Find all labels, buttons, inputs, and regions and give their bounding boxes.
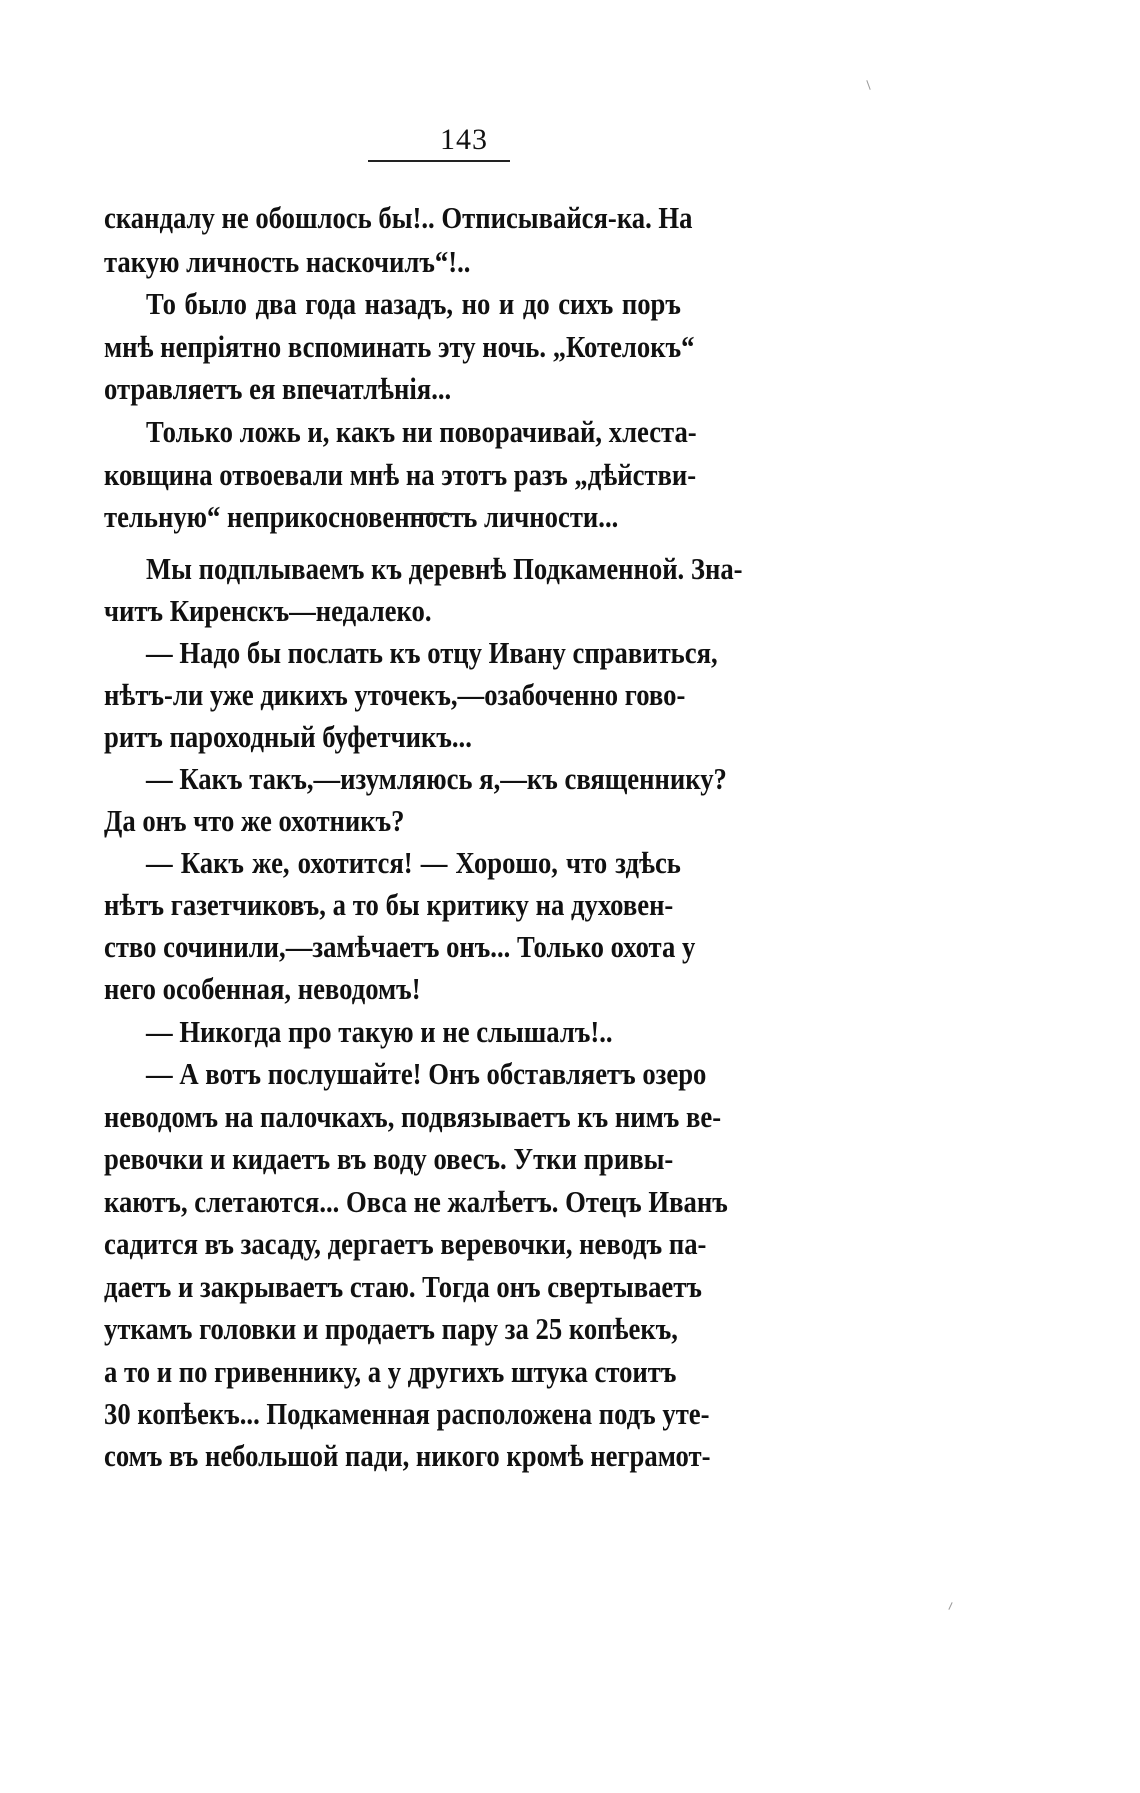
text-line: Только ложь и, какъ ни поворачивай, хлеста- (146, 414, 697, 449)
text-line: — А вотъ послушайте! Онъ обставляетъ озеро (146, 1056, 707, 1091)
text-line: — Какъ же, охотится! — Хорошо, что здѣсь (146, 845, 681, 880)
text-line: ковщина отвоевали мнѣ на этотъ разъ „дѣйстви- (104, 457, 697, 492)
text-line: Мы подплываемъ къ деревнѣ Подкаменной. Зна- (146, 551, 743, 586)
text-line: а то и по гривеннику, а у другихъ штука стоитъ (104, 1354, 677, 1389)
text-line: ревочки и кидаетъ въ воду овесъ. Утки привы- (104, 1141, 674, 1176)
page-number: 143 (440, 123, 488, 156)
header-rule (368, 160, 510, 162)
text-line: такую личность наскочилъ“!.. (104, 244, 471, 279)
text-line: тельную“ неприкосновенность личности... (104, 499, 619, 534)
text-line: скандалу не обошлось бы!.. Отписывайся-ка. На (104, 200, 693, 235)
text-line: отравляетъ ея впечатлѣнія... (104, 371, 452, 406)
text-line: — Надо бы послать къ отцу Ивану справиться, (146, 635, 718, 670)
text-line: уткамъ головки и продаетъ пару за 25 копѣекъ, (104, 1311, 678, 1346)
section-divider (404, 513, 470, 515)
text-line: читъ Киренскъ—недалеко. (104, 593, 432, 628)
text-line: даетъ и закрываетъ стаю. Тогда онъ свертываетъ (104, 1269, 702, 1304)
text-line: ритъ пароходный буфетчикъ... (104, 719, 472, 754)
text-line: садится въ засаду, дергаетъ веревочки, неводъ па- (104, 1226, 707, 1261)
scan-mark (866, 80, 870, 90)
text-line: ство сочинили,—замѣчаетъ онъ... Только охота у (104, 929, 696, 964)
text-line: нѣтъ газетчиковъ, а то бы критику на духовен- (104, 887, 674, 922)
text-line: сомъ въ небольшой пади, никого кромѣ неграмот- (104, 1438, 711, 1473)
text-line: неводомъ на палочкахъ, подвязываетъ къ нимъ ве- (104, 1099, 722, 1134)
text-line: — Никогда про такую и не слышалъ!.. (146, 1014, 613, 1049)
text-line: 30 копѣекъ... Подкаменная расположена подъ утe- (104, 1396, 710, 1431)
text-line: каютъ, слетаются... Овса не жалѣетъ. Отецъ Иванъ (104, 1184, 728, 1219)
text-line: То было два года назадъ, но и до сихъ поръ (146, 286, 681, 321)
text-line: мнѣ непріятно вспоминать эту ночь. „Котелокъ“ (104, 329, 695, 364)
text-line: Да онъ что же охотникъ? (104, 803, 405, 838)
scan-mark (948, 1602, 952, 1610)
text-line: — Какъ такъ,—изумляюсь я,—къ священнику? (146, 761, 727, 796)
text-line: него особенная, неводомъ! (104, 971, 421, 1006)
text-line: нѣтъ-ли уже дикихъ уточекъ,—озабоченно гово- (104, 677, 686, 712)
